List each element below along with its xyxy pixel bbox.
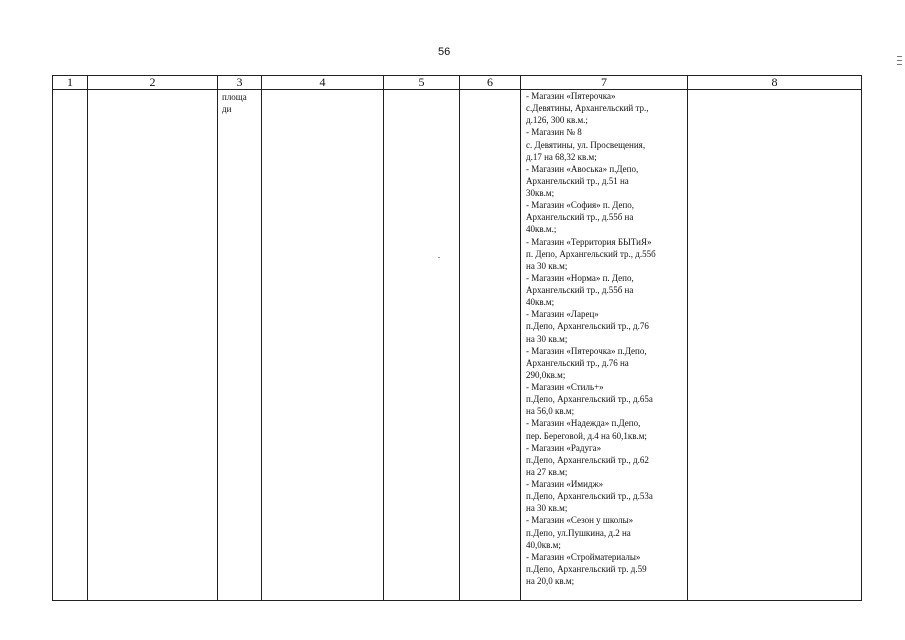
document-table [52,75,862,601]
list-item: - Магазин «Надежда» п.Депо, пер. Береговой, д.4 на 60,1кв.м; [526,418,647,441]
shop-list [521,90,687,587]
list-item: - Магазин «Ларец» п.Депо, Архангельский тр., д.76 на 30 кв.м; [526,309,649,344]
cell-col-8 [688,90,862,601]
cell-col-6 [460,90,521,601]
list-item: - Магазин «Пятерочка» п.Депо, Архангельский тр., д.76 на 290,0кв.м; [526,345,647,380]
cell-col-5 [384,90,460,601]
table-header-row [53,76,862,90]
list-item: - Магазин «Пятерочка» с.Девятины, Архангельский тр., д.126, 300 кв.м.; [526,91,649,126]
scan-edge-mark [897,56,902,65]
cell-text-col-1 [53,90,87,91]
column-header-5: 5 [384,76,460,90]
column-header-4: 4 [262,76,384,90]
cell-col-7 [521,90,688,601]
cell-col-1 [53,90,88,601]
list-item: - Магазин «Территория БЫТиЯ» п. Депо, Архангельский тр., д.55б на 30 кв.м; [526,236,656,271]
cell-col-4 [262,90,384,601]
cell-text-col-6 [460,90,520,91]
page-number: 56 [438,46,451,58]
column-header-7: 7 [521,76,688,90]
list-item: - Магазин «Норма» п. Депо, Архангельский тр., д.55б на 40кв.м; [526,272,634,308]
cell-col-2 [88,90,218,601]
column-header-8: 8 [688,76,862,90]
list-item: - Магазин «Радуга» п.Депо, Архангельский тр., д.62 на 27 кв.м; [526,442,649,477]
cell-col-3 [218,90,262,601]
list-item: - Магазин «Имидж» п.Депо, Архангельский тр., д.53а на 30 кв.м; [526,479,653,514]
cell-text-col-3: площа ди [222,92,247,115]
cell-text-col-8 [688,90,861,91]
column-header-1: 1 [53,76,88,90]
list-item: - Магазин «Стиль+» п.Депо, Архангельский тр., д.65а на 56,0 кв.м; [526,382,653,417]
column-header-6: 6 [460,76,521,90]
cell-text-col-2 [88,90,217,91]
column-header-2: 2 [88,76,218,90]
list-item: - Магазин № 8 с. Девятины, ул. Просвещения, д.17 на 68,32 кв.м; [526,127,646,162]
cell-text-col-4 [262,90,383,91]
column-header-3: 3 [218,76,262,90]
table-row [53,90,862,601]
list-item: - Магазин «Сезон у школы» п.Депо, ул.Пушкина, д.2 на 40,0кв.м; [526,515,634,550]
list-item: - Магазин «София» п. Депо, Архангельский тр., д.55б на 40кв.м.; [526,200,635,235]
list-item: - Магазин «Стройматериалы» п.Депо, Архангельский тр. д.59 на 20,0 кв.м; [526,551,647,586]
cell-text-col-5 [384,90,459,91]
list-item: - Магазин «Авоська» п.Депо, Архангельский тр., д.51 на 30кв.м; [526,163,639,198]
